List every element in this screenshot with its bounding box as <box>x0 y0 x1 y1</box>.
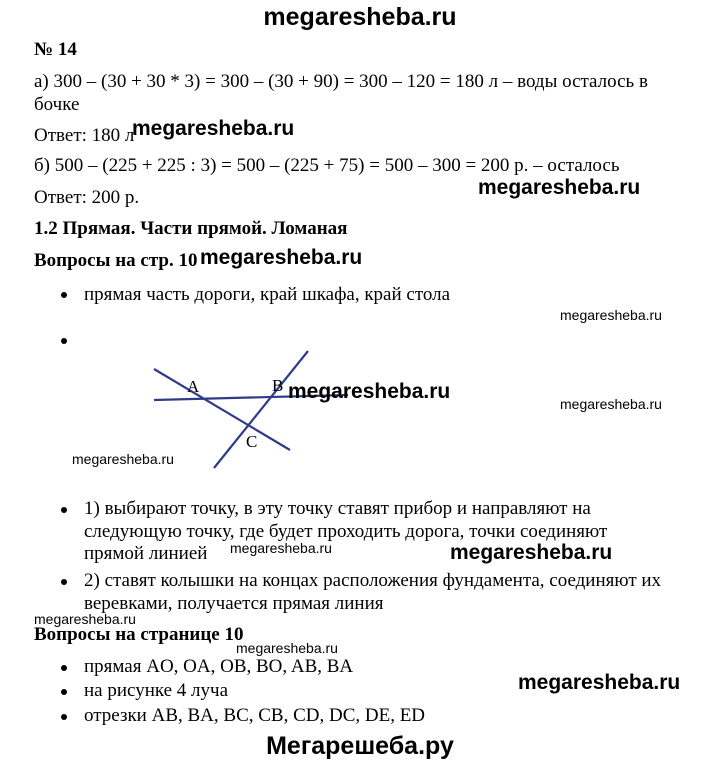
section-title: 1.2 Прямая. Части прямой. Ломаная <box>34 218 348 239</box>
bullet-text: прямая часть дороги, край шкафа, край стола <box>84 284 451 305</box>
answer-b: Ответ: 200 р. <box>34 187 140 208</box>
watermark: megaresheba.ru <box>236 640 338 656</box>
section2-heading: Вопросы на странице 10 <box>34 624 244 645</box>
point-label-a: A <box>187 377 200 396</box>
bullet-dot <box>61 338 67 344</box>
bullet-text: 2) ставят колышки на концах расположения фундамента, соединяют их <box>84 570 662 591</box>
bullet-text: прямой линией <box>84 543 208 564</box>
point-label-c: C <box>246 432 258 451</box>
line-bc <box>214 351 308 468</box>
bullet-text: 1) выбирают точку, в эту точку ставят прибор и направляют на <box>84 498 591 519</box>
watermark: megaresheba.ru <box>478 176 641 199</box>
watermark: megaresheba.ru <box>560 396 662 412</box>
bullet-dot <box>61 579 67 585</box>
bullet-text: веревками, получается прямая линия <box>84 593 384 614</box>
header-watermark: megaresheba.ru <box>263 3 457 31</box>
watermark: megaresheba.ru <box>34 611 136 627</box>
bullet-text: следующую точку, где будет проходить дорога, точки соединяют <box>84 521 608 542</box>
bullet-dot <box>61 507 67 513</box>
watermark: megaresheba.ru <box>200 246 363 269</box>
list-item: прямая AO, OA, OB, BO, AB, BA <box>84 656 354 677</box>
task-number: № 14 <box>34 39 77 60</box>
watermark: megaresheba.ru <box>288 380 451 403</box>
watermark: megaresheba.ru <box>132 117 295 140</box>
task-b-line: б) 500 – (225 + 225 : 3) = 500 – (225 + 75) = 500 – 300 = 200 р. – осталось <box>34 155 620 176</box>
list-item: отрезки AB, BA, BC, CB, CD, DC, DE, ED <box>84 705 426 726</box>
bullet-dot <box>61 292 67 298</box>
point-label-b: B <box>272 376 284 395</box>
task-a-line2: бочке <box>34 94 80 115</box>
watermark: megaresheba.ru <box>450 541 613 564</box>
watermark: megaresheba.ru <box>72 451 174 467</box>
watermark: megaresheba.ru <box>518 671 681 694</box>
watermark: megaresheba.ru <box>230 540 332 556</box>
task-a-line1: а) 300 – (30 + 30 * 3) = 300 – (30 + 90) = 300 – 120 = 180 л – воды осталось в <box>34 71 648 92</box>
bullet-dot <box>61 714 67 720</box>
line-ac <box>154 369 290 450</box>
answer-a: Ответ: 180 л <box>34 125 135 146</box>
list-item: на рисунке 4 луча <box>84 680 229 701</box>
bullet-dot <box>61 689 67 695</box>
questions-heading: Вопросы на стр. 10 <box>34 250 198 271</box>
watermark: megaresheba.ru <box>560 307 662 323</box>
footer-watermark: Мегарешеба.ру <box>266 732 454 760</box>
bullet-dot <box>61 665 67 671</box>
